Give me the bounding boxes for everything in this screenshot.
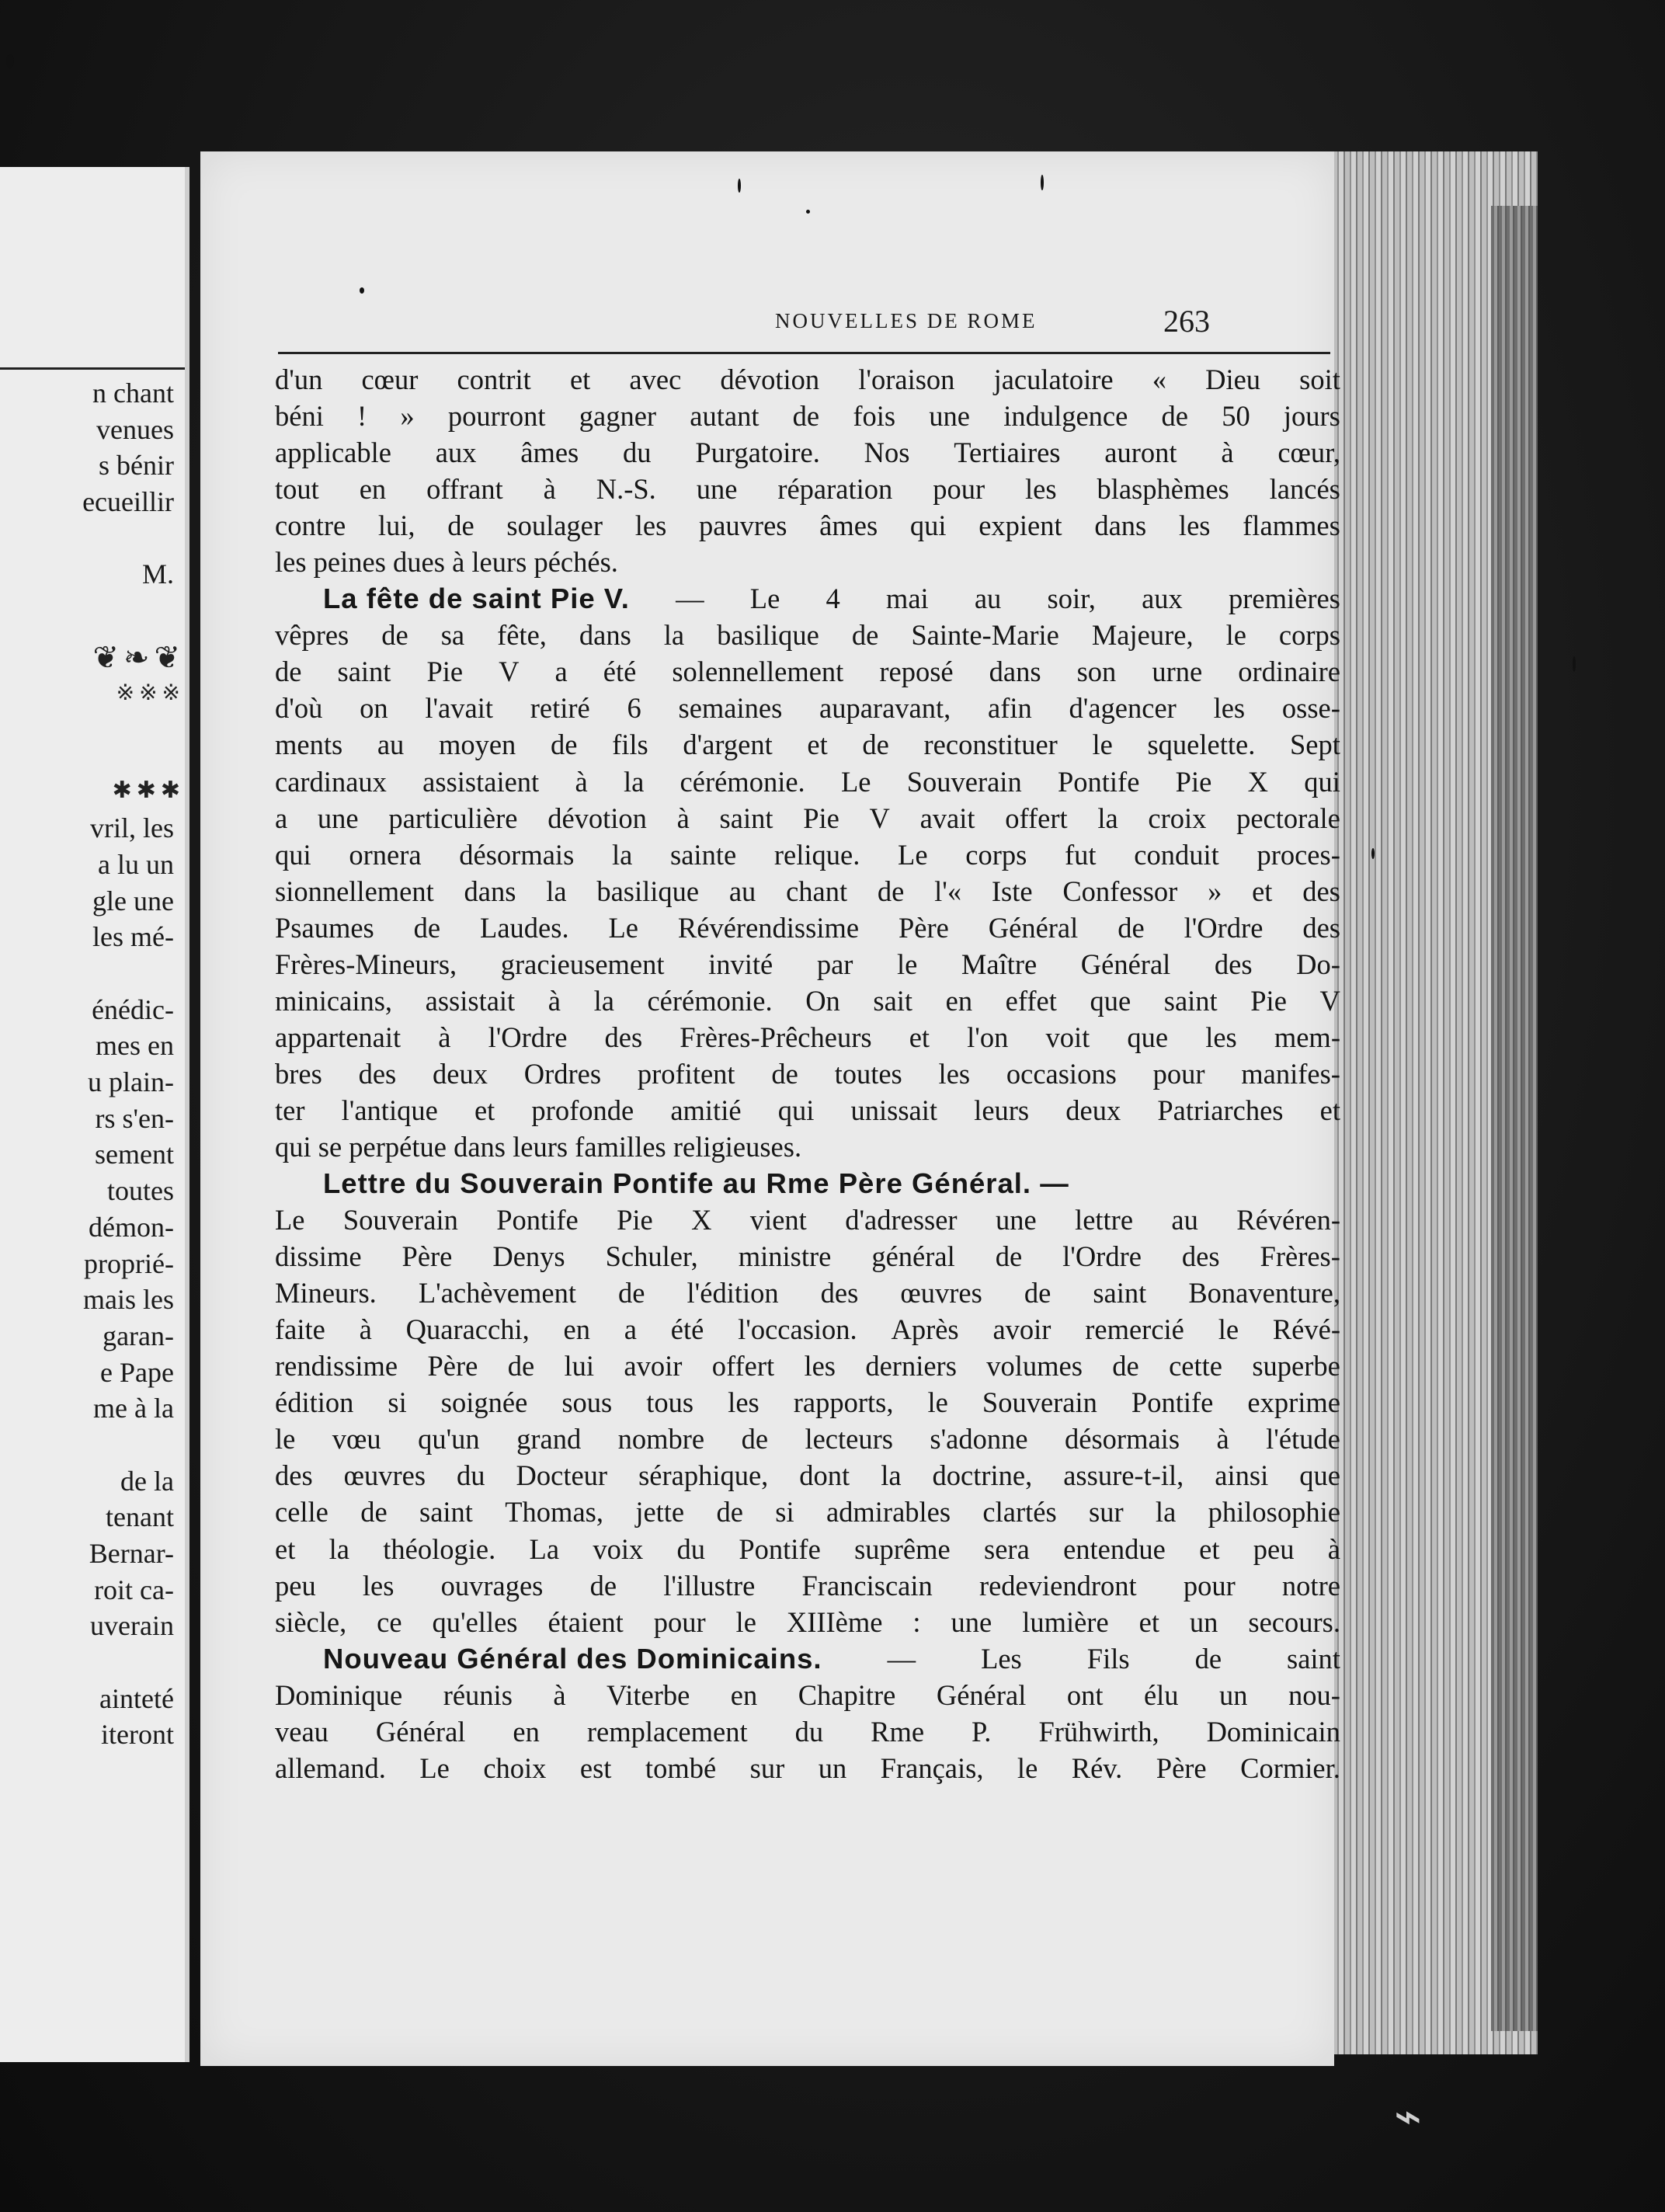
left-page-rule bbox=[0, 367, 185, 370]
text-line: applicable aux âmes du Purgatoire. Nos Tertiaires auront à cœur, bbox=[275, 436, 1340, 469]
text-line: d'un cœur contrit et avec dévotion l'oraison jaculatoire « Dieu soit bbox=[275, 363, 1340, 395]
left-page-line: gle une bbox=[92, 885, 174, 916]
text-line: rendissime Père de lui avoir offert les derniers volumes de cette superbe bbox=[275, 1350, 1340, 1382]
left-page-line bbox=[0, 1644, 174, 1681]
left-page-line: rs s'en- bbox=[95, 1102, 174, 1134]
left-page-line bbox=[0, 955, 174, 992]
text-line: appartenait à l'Ordre des Frères-Prêcheurs et l'on voit que les mem- bbox=[275, 1021, 1340, 1053]
text-line: les peines dues à leurs péchés. bbox=[275, 546, 618, 579]
left-page-line: e Pape bbox=[100, 1356, 174, 1388]
left-facing-page bbox=[0, 167, 189, 2062]
scratch-mark: ⌁ bbox=[1394, 2089, 1423, 2144]
left-page-line: n chant bbox=[92, 377, 174, 409]
left-page-line: a lu un bbox=[98, 848, 174, 880]
text-line: Le Souverain Pontife Pie X vient d'adresser une lettre au Révéren- bbox=[275, 1204, 1340, 1236]
section-heading: La fête de saint Pie V. bbox=[323, 583, 630, 615]
text-line: veau Général en remplacement du Rme P. Frühwirth, Dominicain bbox=[275, 1715, 1340, 1748]
text-line: qui se perpétue dans leurs familles religieuses. bbox=[275, 1130, 802, 1163]
section-heading-line: La fête de saint Pie V. — Le 4 mai au soir, aux premières bbox=[275, 580, 1340, 617]
text-line: peu les ouvrages de l'illustre Franciscain redeviendront pour notre bbox=[275, 1569, 1340, 1602]
left-page-line bbox=[0, 738, 174, 774]
right-page-content bbox=[200, 151, 1340, 2066]
text-line: Frères-Mineurs, gracieusement invité par le Maître Général des Do- bbox=[275, 948, 1340, 980]
left-page-line: les mé- bbox=[92, 921, 174, 953]
text-line: siècle, ce qu'elles étaient pour le XIIIème : une lumière et un secours. bbox=[275, 1605, 1340, 1638]
left-page-line: Bernar- bbox=[89, 1538, 174, 1569]
text-line: a une particulière dévotion à saint Pie V avait offert la croix pectorale bbox=[275, 802, 1340, 834]
text-line: Dominique réunis à Viterbe en Chapitre Général ont élu un nou- bbox=[275, 1678, 1340, 1711]
text-line: Mineurs. L'achèvement de l'édition des œuvres de saint Bonaventure, bbox=[275, 1277, 1340, 1309]
text-line: bres des deux Ordres profitent de toutes les occasions pour manifes- bbox=[275, 1057, 1340, 1090]
left-page-line: me à la bbox=[93, 1393, 174, 1424]
section-heading-line: Nouveau Général des Dominicains. — Les Fils de saint bbox=[275, 1640, 1340, 1677]
left-page-line: M. bbox=[141, 558, 174, 590]
text-line: béni ! » pourront gagner autant de fois une indulgence de 50 jours bbox=[275, 400, 1340, 433]
left-page-line: toutes bbox=[107, 1175, 174, 1207]
left-page-line: énédic- bbox=[92, 993, 174, 1025]
book-page-edges-shadow bbox=[1491, 206, 1538, 2031]
text-line: faite à Quaracchi, en a été l'occasion. Après avoir remercié le Révé- bbox=[275, 1313, 1340, 1346]
left-page-line: venues bbox=[96, 413, 174, 445]
left-page-line: ecueillir bbox=[82, 486, 174, 518]
left-page-line: démon- bbox=[89, 1211, 174, 1243]
left-ornament-2: ※※※ bbox=[116, 681, 185, 705]
left-page-line: roit ca- bbox=[94, 1574, 174, 1605]
left-ornament-3: ✱✱✱ bbox=[112, 777, 185, 803]
text-line: tout en offrant à N.-S. une réparation pour les blasphèmes lancés bbox=[275, 473, 1340, 506]
text-line: des œuvres du Docteur séraphique, dont la doctrine, assure-t-il, ainsi que bbox=[275, 1459, 1340, 1492]
left-page-line: ainteté bbox=[99, 1682, 174, 1714]
text-line: qui ornera désormais la sainte relique. Le corps fut conduit proces- bbox=[275, 838, 1340, 871]
header-rule bbox=[278, 352, 1330, 354]
text-line: Psaumes de Laudes. Le Révérendissime Père Général de l'Ordre des bbox=[275, 911, 1340, 944]
text-line: ter l'antique et profonde amitié qui unissait leurs deux Patriarches et bbox=[275, 1094, 1340, 1126]
text-line: sionnellement dans la basilique au chant de l'« Iste Confessor » et des bbox=[275, 875, 1340, 907]
left-page-line: u plain- bbox=[88, 1066, 174, 1098]
left-page-line: sement bbox=[95, 1139, 174, 1170]
left-page-line: mes en bbox=[96, 1030, 174, 1062]
left-page-text bbox=[0, 375, 174, 1753]
text-line: d'où on l'avait retiré 6 semaines auparavant, afin d'agencer les osse- bbox=[275, 692, 1340, 725]
section-heading-line bbox=[275, 1165, 1340, 1202]
left-page-line: mais les bbox=[83, 1284, 174, 1316]
left-page-line: garan- bbox=[103, 1320, 174, 1351]
text-line: vêpres de sa fête, dans la basilique de Sainte-Marie Majeure, le corps bbox=[275, 619, 1340, 652]
left-ornament-1: ❦❧❦ bbox=[92, 640, 185, 675]
text-line: contre lui, de soulager les pauvres âmes qui expient dans les flammes bbox=[275, 510, 1340, 542]
text-line: allemand. Le choix est tombé sur un Français, le Rév. Père Cormier. bbox=[275, 1751, 1340, 1784]
section-heading: Lettre du Souverain Pontife au Rme Père Général. — bbox=[323, 1167, 1069, 1200]
text-line: le vœu qu'un grand nombre de lecteurs s'adonne désormais à l'étude bbox=[275, 1423, 1340, 1456]
left-page-line: uverain bbox=[90, 1610, 174, 1642]
left-page-line: vril, les bbox=[90, 812, 174, 844]
text-line: et la théologie. La voix du Pontife suprême sera entendue et peu à bbox=[275, 1532, 1340, 1565]
section-heading: Nouveau Général des Dominicains. bbox=[323, 1642, 822, 1675]
page-number: 263 bbox=[1163, 304, 1210, 339]
left-page-line: iteront bbox=[101, 1719, 174, 1751]
text-line: cardinaux assistaient à la cérémonie. Le Souverain Pontife Pie X qui bbox=[275, 765, 1340, 798]
left-page-line bbox=[0, 1427, 174, 1463]
text-line: de saint Pie V a été solennellement reposé dans son urne ordinaire bbox=[275, 656, 1340, 688]
text-line: ments au moyen de fils d'argent et de reconstituer le squelette. Sept bbox=[275, 729, 1340, 761]
text-line: édition si soignée sous tous les rapports, le Souverain Pontife exprime bbox=[275, 1386, 1340, 1419]
left-page-line bbox=[0, 593, 174, 629]
running-head-title: NOUVELLES DE ROME bbox=[775, 309, 1038, 332]
text-line: dissime Père Denys Schuler, ministre général de l'Ordre des Frères- bbox=[275, 1240, 1340, 1273]
left-page-line: tenant bbox=[106, 1501, 174, 1533]
text-line: celle de saint Thomas, jette de si admirables clartés sur la philosophie bbox=[275, 1496, 1340, 1529]
left-page-line bbox=[0, 701, 174, 738]
left-page-line: de la bbox=[120, 1465, 174, 1497]
left-page-line: s bénir bbox=[99, 450, 174, 482]
text-line: minicains, assistait à la cérémonie. On sait en effet que saint Pie V bbox=[275, 984, 1340, 1017]
body-text bbox=[275, 361, 1340, 1786]
left-page-line bbox=[0, 520, 174, 557]
left-page-line: proprié- bbox=[84, 1247, 174, 1279]
